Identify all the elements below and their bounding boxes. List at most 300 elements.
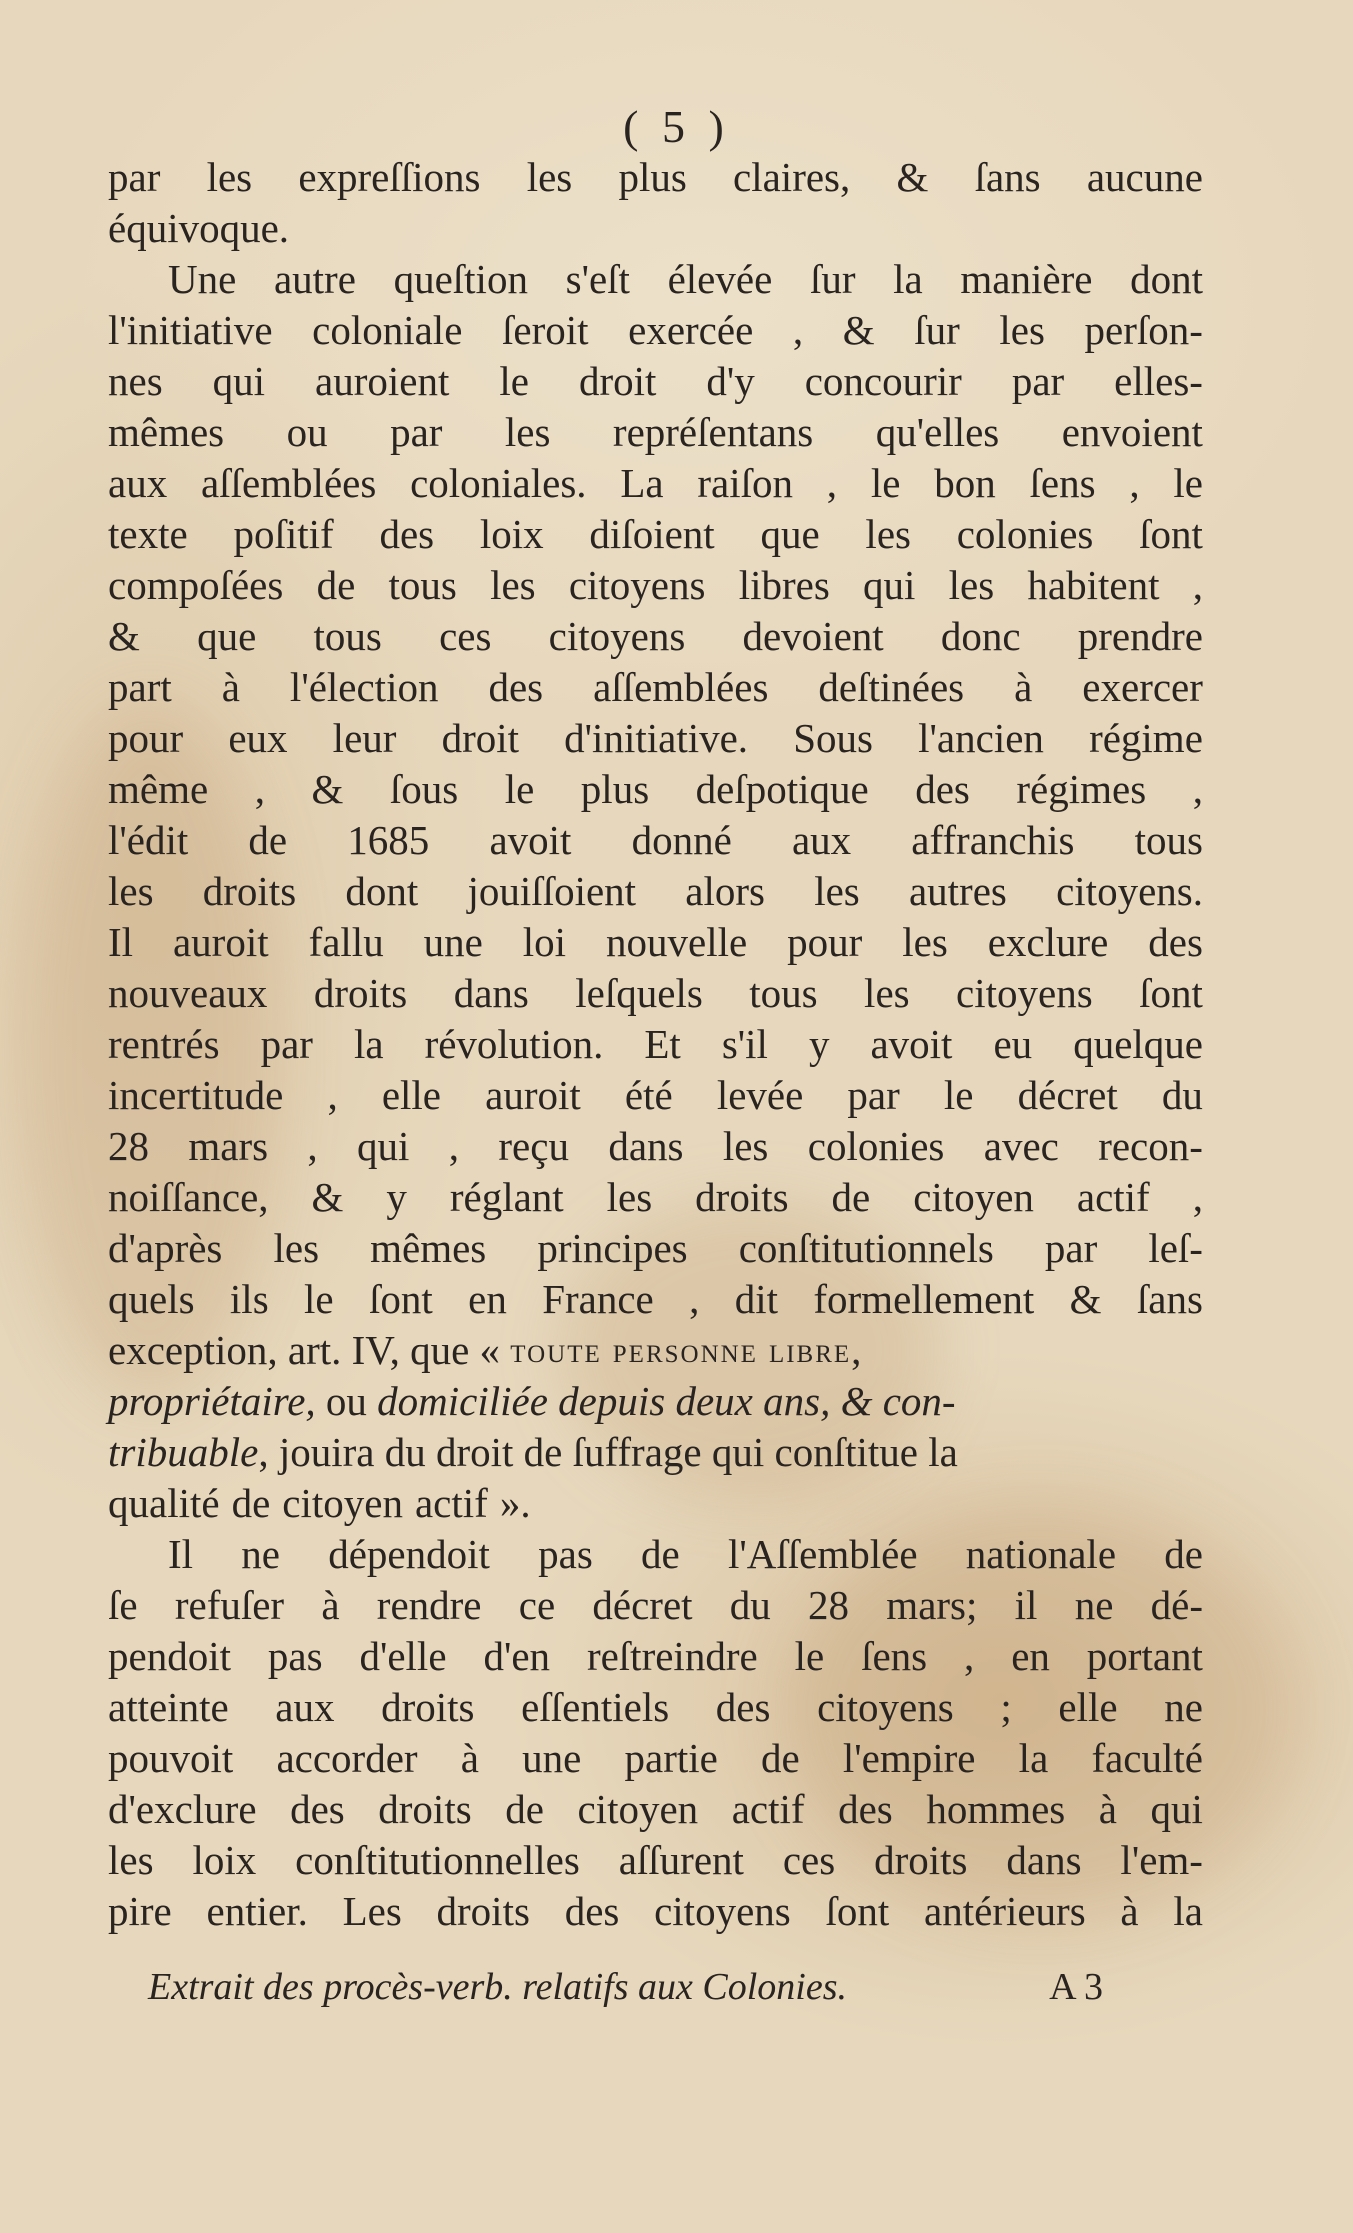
word: des [838,1786,893,1832]
word: droits [202,868,297,914]
text-line [108,509,1203,560]
word: ou [286,409,328,455]
word: une [522,1735,582,1781]
word: les [865,511,911,557]
word: quels [108,1276,195,1322]
word: dont [1130,256,1203,302]
word: dont [345,868,419,914]
word: exercée [628,307,754,353]
word: reçu [498,1123,569,1169]
word: y [808,1021,830,1067]
word: le [304,1276,334,1322]
word: ne [1164,1684,1203,1730]
word: par [390,409,443,455]
word: citoyens. [1056,868,1203,914]
word: en [468,1276,507,1322]
word: exclure [987,919,1109,965]
text-line [108,1580,1203,1631]
word: formellement [813,1276,1035,1322]
word: mêmes [108,409,225,455]
word: les [722,1123,769,1169]
word: tous [388,562,457,608]
word: les [864,970,910,1016]
word: le [504,766,535,812]
word: dépendoit [328,1531,490,1577]
word: le [943,1072,974,1118]
word: actif [731,1786,805,1832]
text-line [108,152,1203,203]
word: le [1173,460,1203,506]
text-line [108,1427,1203,1478]
word: envoient [1061,409,1203,455]
word: colonies [956,511,1094,557]
word: citoyens [817,1684,954,1730]
word: la [1018,1735,1049,1781]
word: du [1161,1072,1203,1118]
word: les [108,868,154,914]
word: conſtitutionnels [738,1225,994,1271]
word: ces [439,613,492,659]
word: d'après [108,1225,223,1271]
word: Sous [793,715,873,761]
word: les [490,562,536,608]
word: de [505,1786,544,1832]
word: plus [618,154,687,200]
word: , [689,1276,700,1322]
word: la [353,1021,384,1067]
word: repréſentans [612,409,814,455]
word: compoſées [108,562,284,608]
text-line [108,458,1203,509]
word: , [826,460,838,506]
word: coloniales. [410,460,587,506]
text-line [108,1019,1203,1070]
word: tous [749,970,818,1016]
word: l'édit [108,817,189,863]
word: l'em- [1120,1837,1203,1883]
word: citoyen [282,1480,403,1526]
word: avoit [489,817,572,863]
word: les [273,1225,320,1271]
word: loi [522,919,567,965]
text-segment: toute personne libre [510,1330,852,1370]
word: habitent [1027,562,1160,608]
word: droits [874,1837,968,1883]
word: droits [313,970,408,1016]
text-segment: , jouira du droit de ſuffrage qui conſtitue la [258,1429,958,1475]
word: par [260,1021,313,1067]
word: s'eſt [565,256,630,302]
word: accorder [276,1735,418,1781]
page-number: ( 5 ) [623,101,730,152]
word: le [499,358,529,404]
word: réglant [449,1174,564,1220]
text-segment: ou [325,1378,378,1424]
word: actif [414,1480,488,1526]
word: droits [695,1174,789,1220]
word: deſtinées [818,664,965,710]
text-line [108,764,1203,815]
word: dé- [1150,1582,1203,1628]
word: ſous [389,766,459,812]
word: par [847,1072,900,1118]
word: reſtreindre [586,1633,758,1679]
word: décret [592,1582,693,1628]
word: citoyen [913,1174,1034,1220]
word: France [542,1276,654,1322]
word: de [248,817,288,863]
word: de [231,1480,271,1526]
word: mêmes [370,1225,487,1271]
word: l'initiative [108,307,273,353]
word: s'il [721,1021,768,1067]
text-line [108,1886,1203,1937]
text-segment: propriétaire, [108,1378,326,1424]
word: hommes [926,1786,1066,1832]
word: , [964,1633,975,1679]
word: pas [267,1633,323,1679]
word: des [715,1684,771,1730]
word: rentrés [108,1021,220,1067]
word: tous [1134,817,1203,863]
text-line [108,305,1203,356]
text-line [108,815,1203,866]
word: part [108,664,172,710]
word: fallu [308,919,384,965]
word: elle [381,1072,441,1118]
word: ne [241,1531,280,1577]
word: nouveaux [108,970,268,1016]
text-segment: exception, art. IV, que « [108,1327,511,1373]
word: d'y [706,358,755,404]
word: entier. [206,1888,308,1934]
word: ſans [974,154,1041,200]
word: recon- [1098,1123,1203,1169]
word: autre [273,256,356,302]
text-line [108,1784,1203,1835]
word: l'ancien [918,715,1044,761]
word: auroit [485,1072,581,1118]
word: , [1192,562,1203,608]
word: & [842,307,875,353]
text-line [108,1121,1203,1172]
word: la [1173,1888,1203,1934]
word: affranchis [911,817,1075,863]
word: perſon- [1084,307,1203,353]
word: citoyens [568,562,706,608]
word: loix [192,1837,257,1883]
word: ils [229,1276,269,1322]
word: concourir [804,358,962,404]
word: citoyen [577,1786,699,1832]
word: rendre [376,1582,482,1628]
word: autres [908,868,1007,914]
word: ſens [861,1633,928,1679]
word: les [814,868,860,914]
text-segment: domiciliée depuis deux ans, & con- [377,1378,956,1424]
text-line [108,1325,1203,1376]
word: Il [108,919,134,965]
word: aux [108,460,168,506]
word: texte [108,511,188,557]
word: qualité [108,1480,220,1526]
word: Les [342,1888,402,1934]
word: qu'elles [875,409,1000,455]
word: elle [1058,1684,1118,1730]
text-line [108,917,1203,968]
word: à [221,664,240,710]
word: , [448,1123,460,1169]
word: conſtitutionnelles [295,1837,580,1883]
word: aſſemblées [200,460,377,506]
word: mars [188,1123,269,1169]
word: faculté [1091,1735,1203,1781]
word: , [1192,766,1203,812]
word: à [321,1582,340,1628]
word: d'initiative. [564,715,749,761]
word: des [379,511,435,557]
text-line [108,407,1203,458]
word: portant [1086,1633,1203,1679]
word: ſont [1139,511,1203,557]
word: par [1011,358,1065,404]
word: loix [479,511,544,557]
word: que [760,511,820,557]
word: elles- [1114,358,1203,404]
text-line [108,203,1203,254]
word: en [1011,1633,1050,1679]
word: La [620,460,664,506]
word: les [206,154,253,200]
word: ſe [108,1582,138,1628]
word: 1685 [347,817,430,863]
text-line [108,1223,1203,1274]
word: claires, [733,154,851,200]
word: leſ- [1148,1225,1203,1271]
word: alors [685,868,765,914]
word: & [896,154,929,200]
word: d'elle [359,1633,447,1679]
text-segment: , [851,1327,862,1373]
word: aſſemblées [593,664,769,710]
word: refuſer [174,1582,285,1628]
word: été [624,1072,673,1118]
word: les [526,154,573,200]
word: droits [436,1888,530,1934]
text-line [108,1478,1203,1529]
text-line [108,866,1203,917]
word: libres [738,562,830,608]
word: pas [538,1531,593,1577]
word: actif [1076,1174,1150,1220]
word: des [290,1786,345,1832]
body-text [108,152,1203,1937]
text-line [108,356,1203,407]
word: leur [332,715,397,761]
word: ſeroit [502,307,589,353]
word: plus [580,766,650,812]
word: leſquels [575,970,703,1016]
word: , [1129,460,1140,506]
word: des [915,766,970,812]
word: l'Aſſemblée [727,1531,918,1577]
footer-title: Extrait des procès-verb. relatifs aux Colonies. [148,1966,848,2008]
word: quelque [1073,1021,1203,1067]
word: les [606,1174,653,1220]
word: révolution. [424,1021,604,1067]
word: nouvelle [606,919,748,965]
word: régime [1089,715,1203,761]
word: levée [716,1072,804,1118]
word: ſur [914,307,960,353]
word: pouvoit [108,1735,234,1781]
word: aux [791,817,852,863]
word: même [108,766,209,812]
signature-mark: A 3 [1049,1966,1103,2008]
text-segment: tribuable [108,1429,259,1475]
word: 28 [808,1582,850,1628]
word: l'élection [289,664,439,710]
word: à [1120,1888,1139,1934]
word: les [504,409,551,455]
word: , [327,1072,338,1118]
word: & [311,766,344,812]
word: à [1014,664,1033,710]
word: l'empire [842,1735,976,1781]
word: élevée [667,256,773,302]
word: nes [108,358,163,404]
word: citoyens [654,1888,791,1934]
word: par [1044,1225,1098,1271]
word: aucune [1086,154,1203,200]
word: ſans [1136,1276,1203,1322]
word: ces [782,1837,836,1883]
word: ce [518,1582,556,1628]
word: que [197,613,257,659]
word: droit [578,358,657,404]
text-line [108,1529,1203,1580]
word: , [307,1123,318,1169]
text-line [108,968,1203,1019]
word: droits [378,1786,472,1832]
word: eu [993,1021,1033,1067]
footer-signature-line [148,1965,1103,2009]
word: de [1164,1531,1203,1577]
word: manière [960,256,1093,302]
word: , [254,766,265,812]
word: qui [1150,1786,1203,1832]
word: eſſentiels [521,1684,670,1730]
word: deſpotique [695,766,869,812]
word: à [460,1735,479,1781]
word: ſont [825,1888,890,1934]
word: queſtion [393,256,528,302]
word: régimes [1016,766,1147,812]
word: du [729,1582,771,1628]
text-line [108,611,1203,662]
word: les [948,562,995,608]
text-line [108,1172,1203,1223]
word: colonies [807,1123,945,1169]
text-line [108,560,1203,611]
word: eux [228,715,288,761]
text-line [108,1376,1203,1427]
word: poſitif [233,511,334,557]
word: noiſſance, [108,1174,269,1220]
word: Une [168,256,237,302]
word: droits [381,1684,475,1730]
word: expreſſions [298,154,481,200]
word: & [1069,1276,1102,1322]
word: dans [608,1123,684,1169]
word: 28 [108,1123,149,1169]
word: qui [212,358,266,404]
word: ne [1074,1582,1114,1628]
word: y [386,1174,407,1220]
word: de [316,562,356,608]
word: nationale [965,1531,1117,1577]
word: , [1192,1174,1203,1220]
word: incertitude [108,1072,284,1118]
word: de [761,1735,800,1781]
word: donné [631,817,732,863]
word: les [902,919,948,965]
word: une [423,919,483,965]
word: qui [863,562,916,608]
word: principes [537,1225,688,1271]
text-line [108,1835,1203,1886]
word: il [1014,1582,1038,1628]
word: exercer [1082,664,1203,710]
text-line [108,254,1203,305]
word: avoit [870,1021,953,1067]
word: mars; [886,1582,978,1628]
word: aſſurent [618,1837,744,1883]
word: ; [1000,1684,1012,1730]
word: ſont [1139,970,1203,1016]
word: les [108,1837,154,1883]
word: ſont [368,1276,433,1322]
word: la [893,256,923,302]
text-line [108,1682,1203,1733]
word: & [108,613,140,659]
word: par [108,154,161,200]
text-line [108,662,1203,713]
word: pire [108,1888,172,1934]
word: décret [1017,1072,1118,1118]
word: de [831,1174,871,1220]
word: raiſon [697,460,794,506]
word: pendoit [108,1633,231,1679]
word: dit [734,1276,779,1322]
word: à [1098,1786,1117,1832]
word: atteinte [108,1684,229,1730]
word: citoyens [548,613,686,659]
word: dans [453,970,529,1016]
word: pour [787,919,863,965]
word: diſoient [589,511,715,557]
word: dans [1006,1837,1082,1883]
word: ». [499,1480,531,1526]
text-line [108,1274,1203,1325]
word: le [794,1633,825,1679]
word: Et [644,1021,681,1067]
word: devoient [742,613,884,659]
word: aux [275,1684,335,1730]
word: jouiſſoient [467,868,637,914]
word: pour [108,715,184,761]
word: droit [441,715,520,761]
